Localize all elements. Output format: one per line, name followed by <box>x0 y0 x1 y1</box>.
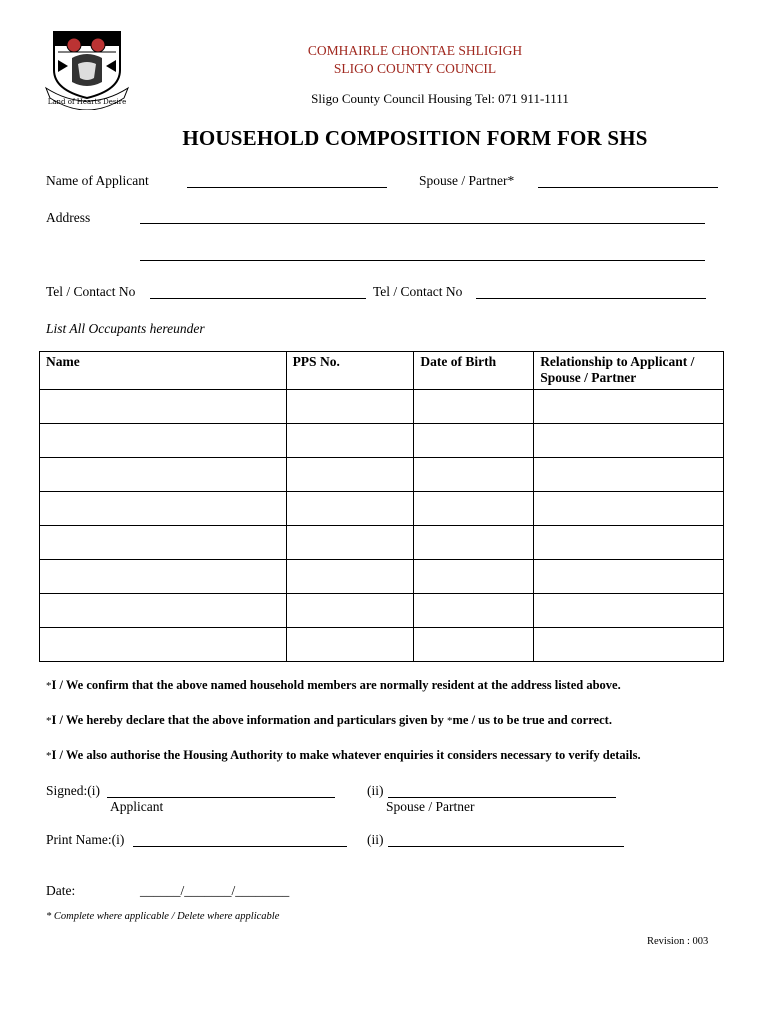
dob-cell[interactable] <box>414 390 534 424</box>
tel-contact-field-2[interactable] <box>476 298 706 299</box>
tel-contact-field-1[interactable] <box>150 298 366 299</box>
name-cell[interactable] <box>40 424 287 458</box>
relationship-cell[interactable] <box>534 594 724 628</box>
table-row <box>40 424 724 458</box>
relationship-cell[interactable] <box>534 628 724 662</box>
footnote: * Complete where applicable / Delete where applicable <box>46 911 280 922</box>
name-cell[interactable] <box>40 526 287 560</box>
column-header-name: Name <box>40 352 287 390</box>
table-row <box>40 390 724 424</box>
relationship-cell[interactable] <box>534 424 724 458</box>
pps-cell[interactable] <box>286 526 414 560</box>
name-cell[interactable] <box>40 560 287 594</box>
table-row <box>40 526 724 560</box>
council-name-irish: COMHAIRLE CHONTAE SHLIGIGH <box>307 43 523 58</box>
table-row <box>40 458 724 492</box>
print-name-i-field[interactable] <box>133 846 347 847</box>
print-name-i-label: Print Name:(i) <box>46 832 125 847</box>
relationship-cell[interactable] <box>534 390 724 424</box>
print-name-ii-label: (ii) <box>367 832 384 847</box>
pps-cell[interactable] <box>286 594 414 628</box>
table-row <box>40 628 724 662</box>
declaration-true-correct-text-b: me / us to be true and correct. <box>452 713 612 727</box>
list-occupants-heading: List All Occupants hereunder <box>46 321 205 336</box>
declaration-resident-text: I / We confirm that the above named household members are normally resident at the address listed above. <box>51 678 621 692</box>
spouse-partner-field[interactable] <box>538 187 718 188</box>
name-cell[interactable] <box>40 492 287 526</box>
table-row <box>40 560 724 594</box>
pps-cell[interactable] <box>286 628 414 662</box>
table-row <box>40 594 724 628</box>
asterisk: * <box>46 750 52 762</box>
declaration-authorise <box>46 748 641 763</box>
print-name-ii-field[interactable] <box>388 846 624 847</box>
column-header-pps: PPS No. <box>286 352 414 390</box>
address-field-line-1[interactable] <box>140 223 705 224</box>
revision-number: Revision : 003 <box>647 936 709 947</box>
asterisk: * <box>46 715 52 727</box>
name-of-applicant-field[interactable] <box>187 187 387 188</box>
column-header-dob: Date of Birth <box>414 352 534 390</box>
pps-cell[interactable] <box>286 560 414 594</box>
signed-i-label: Signed:(i) <box>46 783 100 798</box>
table-header-row <box>40 352 724 390</box>
form-title: HOUSEHOLD COMPOSITION FORM FOR SHS <box>182 126 648 150</box>
dob-cell[interactable] <box>414 458 534 492</box>
signed-i-field[interactable] <box>107 797 335 798</box>
asterisk: * <box>446 715 453 727</box>
housing-contact: Sligo County Council Housing Tel: 071 911-1111 <box>311 91 569 106</box>
council-name-english: SLIGO COUNTY COUNCIL <box>333 61 497 76</box>
pps-cell[interactable] <box>286 458 414 492</box>
signed-ii-field[interactable] <box>388 797 616 798</box>
relationship-cell[interactable] <box>534 492 724 526</box>
pps-cell[interactable] <box>286 424 414 458</box>
date-label: Date: <box>46 883 76 898</box>
declaration-resident <box>46 678 621 693</box>
signed-ii-label: (ii) <box>367 783 384 798</box>
spouse-partner-label: Spouse / Partner* <box>419 173 515 188</box>
declaration-true-correct <box>46 713 612 728</box>
dob-cell[interactable] <box>414 560 534 594</box>
pps-cell[interactable] <box>286 390 414 424</box>
spouse-partner-caption: Spouse / Partner <box>386 799 475 814</box>
date-field[interactable]: ______/_______/________ <box>140 883 290 898</box>
declaration-true-correct-text-a: I / We hereby declare that the above information and particulars given by <box>51 713 447 727</box>
address-label: Address <box>46 210 91 225</box>
applicant-caption: Applicant <box>110 799 164 814</box>
asterisk: * <box>46 680 52 692</box>
pps-cell[interactable] <box>286 492 414 526</box>
tel-contact-label-2: Tel / Contact No <box>373 284 463 299</box>
relationship-cell[interactable] <box>534 560 724 594</box>
relationship-cell[interactable] <box>534 526 724 560</box>
column-header-relationship <box>534 352 724 390</box>
relationship-cell[interactable] <box>534 458 724 492</box>
name-cell[interactable] <box>40 458 287 492</box>
name-cell[interactable] <box>40 390 287 424</box>
crest-motto: Land of Hearts Desire <box>47 98 127 106</box>
address-field-line-2[interactable] <box>140 260 705 261</box>
declaration-authorise-text: I / We also authorise the Housing Authority to make whatever enquiries it considers necessary to verify details. <box>51 748 641 762</box>
dob-cell[interactable] <box>414 492 534 526</box>
relationship-header-line-2: Spouse / Partner <box>540 370 637 385</box>
table-row <box>40 492 724 526</box>
name-of-applicant-label: Name of Applicant <box>46 173 149 188</box>
relationship-header-line-1: Relationship to Applicant / <box>540 354 695 369</box>
dob-cell[interactable] <box>414 594 534 628</box>
name-cell[interactable] <box>40 628 287 662</box>
dob-cell[interactable] <box>414 424 534 458</box>
name-cell[interactable] <box>40 594 287 628</box>
tel-contact-label-1: Tel / Contact No <box>46 284 136 299</box>
occupants-table <box>39 351 724 662</box>
dob-cell[interactable] <box>414 526 534 560</box>
dob-cell[interactable] <box>414 628 534 662</box>
